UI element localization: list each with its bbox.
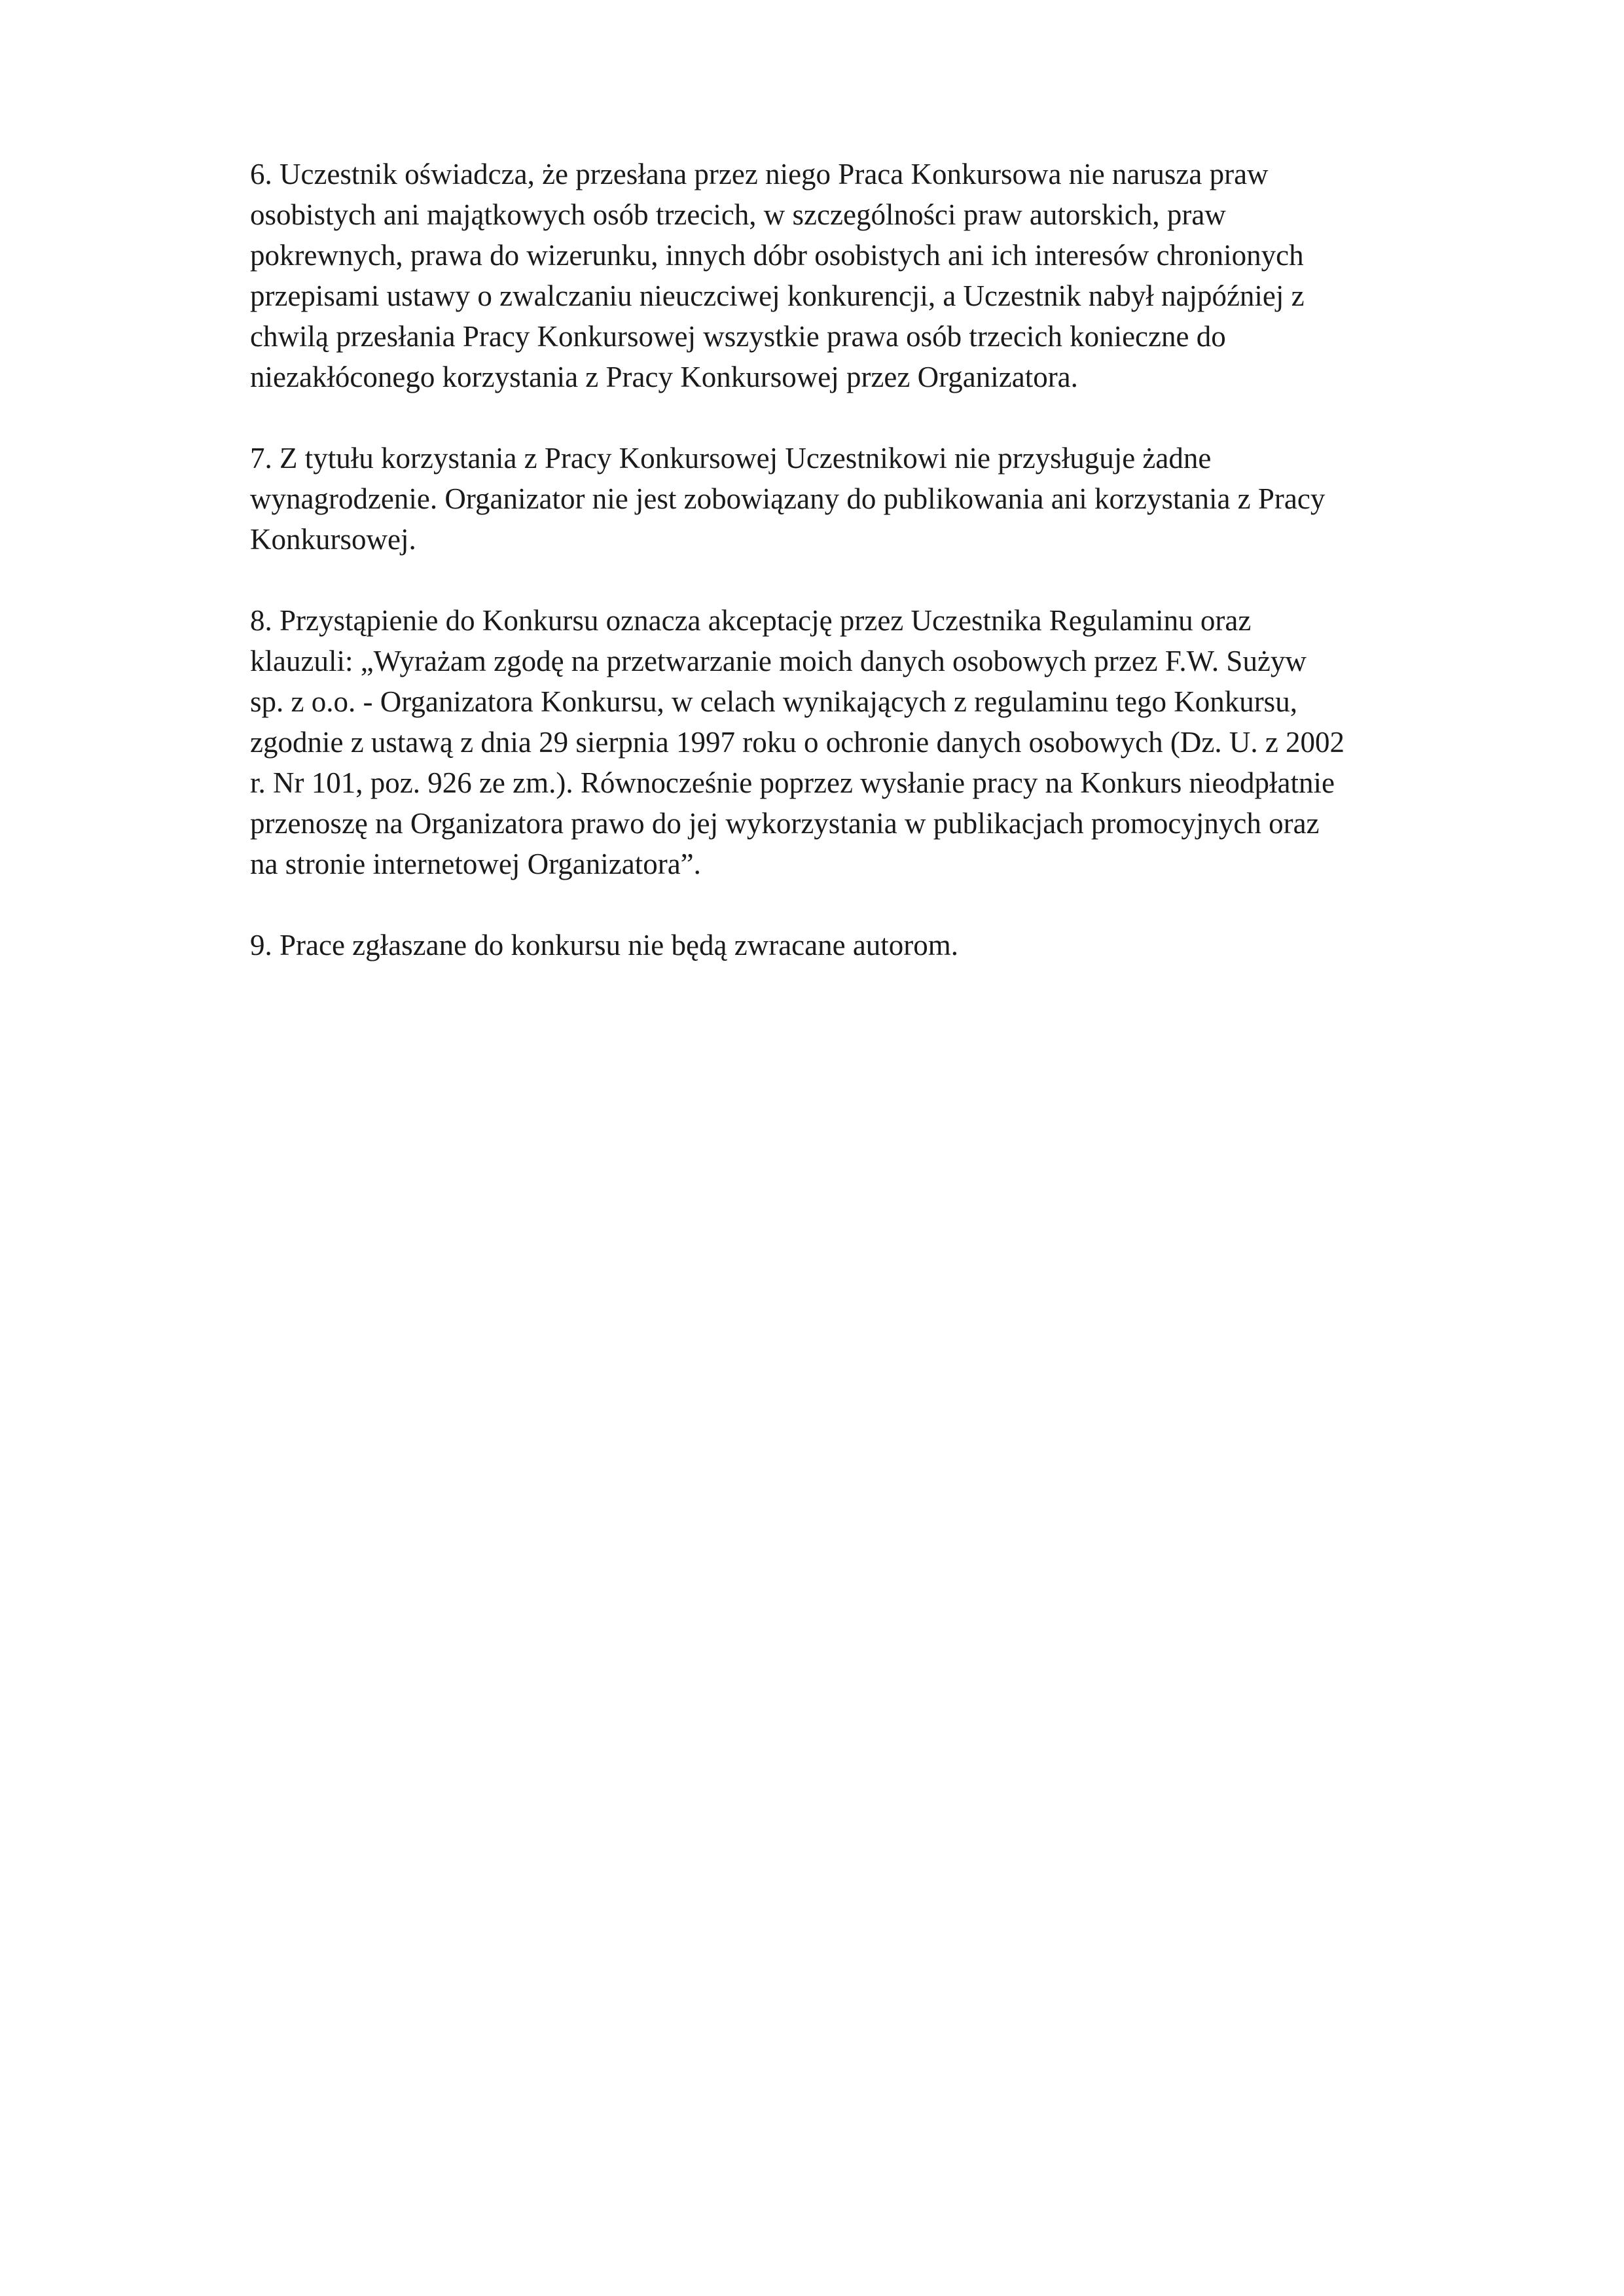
text-line: przenoszę na Organizatora prawo do jej wykorzystania w publikacjach promocyjnych oraz (250, 807, 1320, 840)
document-body (250, 154, 1494, 1006)
paragraph-9 (250, 925, 1494, 965)
text-line: pokrewnych, prawa do wizerunku, innych dóbr osobistych ani ich interesów chronionych (250, 239, 1304, 272)
text-line: osobistych ani majątkowych osób trzecich, w szczególności praw autorskich, praw (250, 198, 1226, 231)
text-line: przepisami ustawy o zwalczaniu nieuczciwej konkurencji, a Uczestnik nabył najpóźniej z (250, 279, 1305, 312)
text-line: r. Nr 101, poz. 926 ze zm.). Równocześnie poprzez wysłanie pracy na Konkurs nieodpłatnie (250, 766, 1335, 799)
text-line: 7. Z tytułu korzystania z Pracy Konkursowej Uczestnikowi nie przysługuje żadne (250, 442, 1212, 475)
text-line: niezakłóconego korzystania z Pracy Konkursowej przez Organizatora. (250, 361, 1078, 393)
text-line: 6. Uczestnik oświadcza, że przesłana przez niego Praca Konkursowa nie narusza praw (250, 158, 1269, 190)
text-line: 9. Prace zgłaszane do konkursu nie będą zwracane autorom. (250, 929, 959, 961)
text-line: wynagrodzenie. Organizator nie jest zobowiązany do publikowania ani korzystania z Pracy (250, 482, 1326, 515)
text-line: sp. z o.o. - Organizatora Konkursu, w celach wynikających z regulaminu tego Konkursu, (250, 685, 1297, 718)
text-line: na stronie internetowej Organizatora”. (250, 848, 701, 880)
paragraph-7 (250, 438, 1494, 560)
text-line: Konkursowej. (250, 523, 416, 556)
text-line: chwilą przesłania Pracy Konkursowej wszystkie prawa osób trzecich konieczne do (250, 320, 1226, 353)
text-line: 8. Przystąpienie do Konkursu oznacza akceptację przez Uczestnika Regulaminu oraz (250, 604, 1252, 637)
text-line: klauzuli: „Wyrażam zgodę na przetwarzanie moich danych osobowych przez F.W. Sużyw (250, 645, 1307, 677)
paragraph-6 (250, 154, 1494, 397)
text-line: zgodnie z ustawą z dnia 29 sierpnia 1997 roku o ochronie danych osobowych (Dz. U. z 2002 (250, 726, 1345, 759)
paragraph-8 (250, 600, 1494, 884)
